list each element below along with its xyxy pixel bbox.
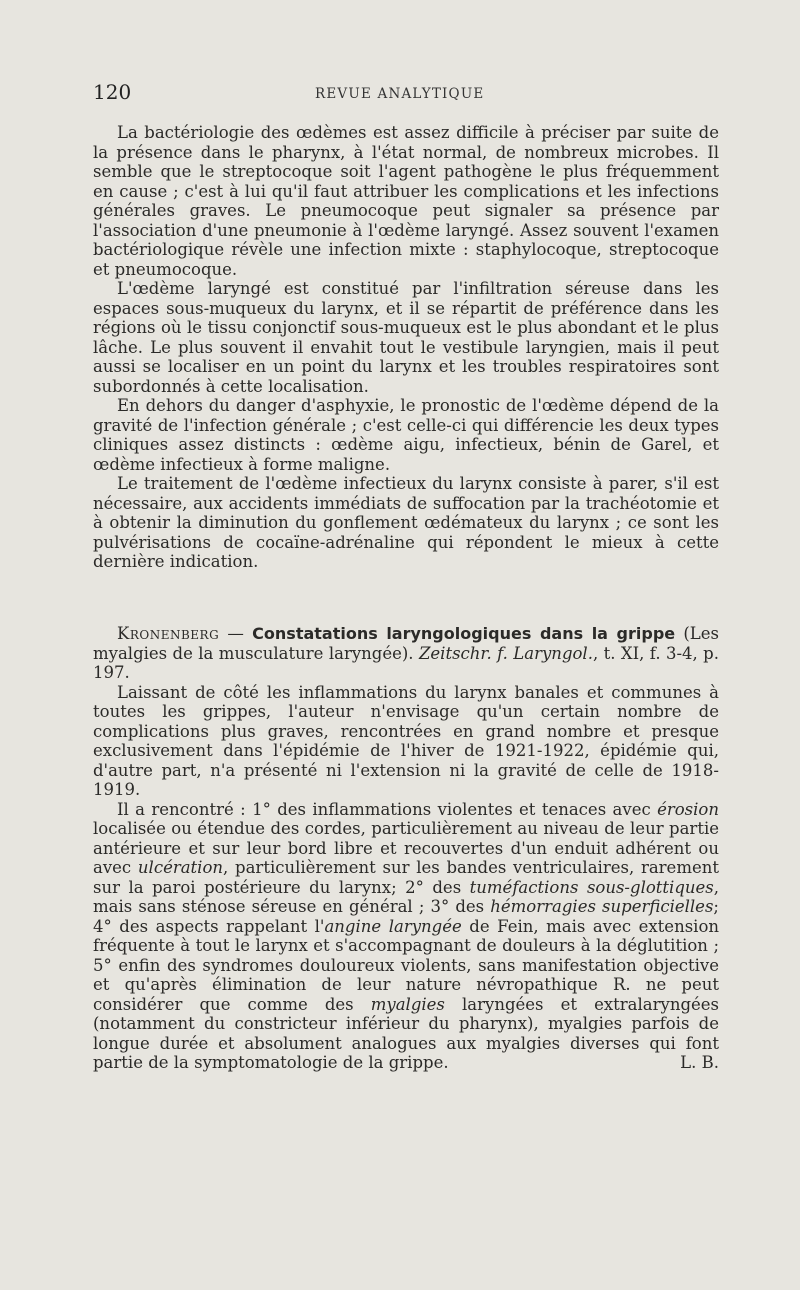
text-run: de Fein, mais avec extension fréquente à tout le larynx et s'accompagnant de douleurs à la déglutition ; 5° enfin des syndromes douloureux violents, sans manifestation objective et qu'après élimination de leur nature névropathique R. ne peut considérer que comme des — [93, 916, 720, 1014]
text-run: , particulièrement sur les bandes ventriculaires, rarement sur la paroi postérieure du larynx; 2° des — [93, 858, 719, 897]
article-edema — [93, 123, 719, 572]
italic-term: hémorragies superficielles — [490, 897, 714, 916]
paragraph: En dehors du danger d'asphyxie, le pronostic de l'œdème dépend de la gravité de l'infection générale ; c'est celle-ci qui différencie les deux types cliniques assez distincts : œdème aigu, infectieux, bénin de Garel, et œdème infectieux à forme maligne. — [93, 396, 719, 474]
paragraph: L'œdème laryngé est constitué par l'infiltration séreuse dans les espaces sous-muqueux du larynx, et il se répartit de préférence dans les régions où le tissu conjonctif sous-muqueux est le plus abondant et le plus lâche. Le plus souvent il envahit tout le vestibule laryngien, mais il peut aussi se localiser en un point du larynx et les troubles respiratoires sont subordonnés à cette localisation. — [93, 279, 719, 396]
text-run: laryngées et extralaryngées (notamment du constricteur inférieur du pharynx), myalgies parfois de longue durée et absolument analogues aux myalgies diverses qui font partie de la symptomatologie de la grippe. — [93, 994, 720, 1072]
paragraph: Le traitement de l'œdème infectieux du larynx consiste à parer, s'il est nécessaire, aux accidents immédiats de suffocation par la trachéotomie et à obtenir la diminution du gonflement œdémateux du larynx ; ce sont les pulvérisations de cocaïne-adrénaline qui répondent le mieux à cette dernière indication. — [93, 474, 719, 571]
italic-term: myalgies — [370, 994, 445, 1014]
volume-info: , t. XI, f. 3-4, p. 197. — [93, 643, 719, 682]
paragraph: La bactériologie des œdèmes est assez difficile à préciser par suite de la présence dans le pharynx, à l'état normal, de nombreux microbes. Il semble que le streptocoque soit l'agent pathogène le plus fréquemment en cause ; c'est à lui qu'il faut attribuer les complications et les infections générales graves. Le pneumocoque peut signaler sa présence par l'association d'une pneumonie à l'œdème laryngé. Assez souvent l'examen bactériologique révèle une infection mixte : staphylocoque, streptocoque et pneumocoque. — [93, 123, 719, 279]
page-header — [93, 74, 719, 108]
article-kronenberg — [93, 624, 719, 1073]
article-title: Constatations laryngologiques dans la grippe — [252, 624, 676, 643]
text-run: ; 4° des aspects rappelant l' — [93, 897, 719, 936]
text-run: , mais sans sténose séreuse en général ; 3° des — [93, 877, 719, 916]
text-run: localisée ou étendue des cordes, particulièrement au niveau de leur partie antérieure et sur leur bord libre et recouvertes d'un enduit adhérent ou avec — [93, 819, 719, 877]
article-reference — [93, 624, 719, 683]
italic-term: angine laryngée — [324, 916, 462, 936]
paragraph: Laissant de côté les inflammations du larynx banales et communes à toutes les grippes, l'auteur n'envisage qu'un certain nombre de complications plus graves, rencontrées en grand nombre et presque exclusivement dans l'épidémie de l'hiver de 1921-1922, épidémie qui, d'autre part, n'a présenté ni l'extension ni la gravité de celle de 1918-1919. — [93, 682, 719, 799]
italic-term: érosion — [657, 799, 719, 819]
author-name: Kronenberg — [117, 624, 220, 643]
signature: L. B. — [680, 1053, 719, 1072]
article-subtitle: (Les myalgies de la musculature laryngée). — [93, 624, 719, 663]
italic-term: tuméfactions sous-glottiques — [469, 877, 714, 897]
page-number: 120 — [93, 80, 132, 104]
dash: — — [219, 624, 253, 643]
italic-term: ulcération — [137, 858, 224, 877]
journal-name: Zeitschr. f. Laryngol. — [418, 643, 593, 663]
text-run: Il a rencontré : 1° des inflammations violentes et tenaces avec — [117, 799, 658, 819]
running-title: REVUE ANALYTIQUE — [315, 86, 485, 102]
paragraph — [93, 800, 719, 1073]
